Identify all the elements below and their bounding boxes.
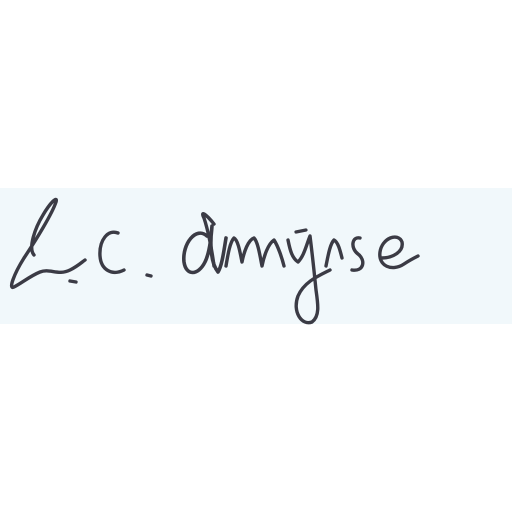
- signature-letter-l: [12, 199, 85, 287]
- signature-letter-s: [352, 238, 363, 270]
- signature-dot-2: [147, 275, 151, 276]
- signature-dot-1: [70, 281, 76, 282]
- signature-letter-y: [288, 236, 330, 323]
- signature-ink: [12, 199, 418, 322]
- signature-letter-e: [380, 237, 418, 268]
- signature-letter-c: [100, 232, 124, 272]
- signature-letter-r: [326, 240, 342, 266]
- signature-accent: [296, 230, 306, 232]
- signature-letter-a: [184, 226, 226, 273]
- signature-letter-m: [226, 238, 284, 266]
